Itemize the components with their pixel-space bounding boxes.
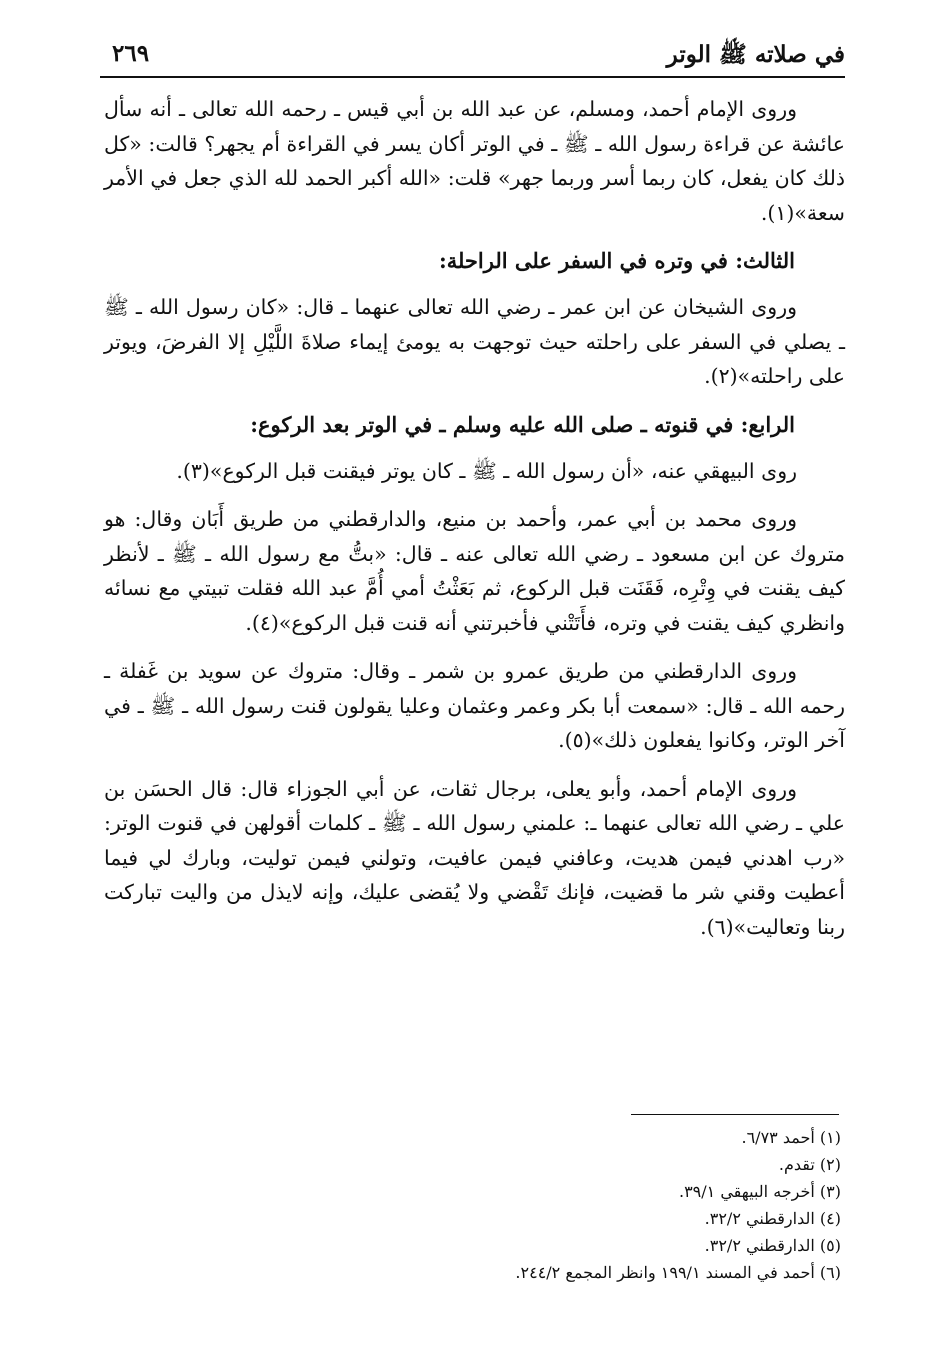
footnote-separator [631,1114,839,1115]
header-rule [100,76,845,78]
paragraph-hasan-qunut: وروى الإمام أحمد، وأبو يعلى، برجال ثقات، عن أبي الجوزاء قال: قال الحسَن بن علي ـ رضي الله تعالى عنهما ـ: علمني رسول الله ـ ﷺ ـ كلمات أقولهن في قنوت الوتر: «رب اهدني فيمن هديت، وعافني فيمن عافيت، وتولني فيمن توليت، وبارك لي فيما أعطيت وقني شر ما قضيت، فإنك تَقْضي ولا يُقضى عليك، وإنه لايذل من واليت تباركت ربنا وتعاليت»(٦). [104,776,845,939]
footnote-6: (٦) أحمد في المسند ١٩٩/١ وانظر المجمع ٢٤٤/٢. [515,1263,841,1282]
running-title: في صلاته ﷺ الوتر [666,41,845,68]
footnote-3: (٣) أخرجه البيهقي ٣٩/١. [678,1182,841,1201]
paragraph-suwayd: وروى الدارقطني من طريق عمرو بن شمر ـ وقال: متروك عن سويد بن غَفلة ـ رحمه الله ـ قال: «سمعت أبا بكر وعمر وعثمان وعليا يقولون قنت رسول الله ـ ﷺ ـ في آخر الوتر، وكانوا يفعلون ذلك»(٥). [104,659,845,752]
paragraph-witr-on-mount: وروى الشيخان عن ابن عمر ـ رضي الله تعالى عنهما ـ قال: «كان رسول الله ـ ﷺ ـ يصلي في السفر على راحلته حيث توجهت به يومئ إيماء صلاةَ اللَّيْلِ إلا الفرضَ، ويوتر على راحلته»(٢). [104,295,845,388]
running-header [100,36,845,76]
page-number: ٢٦٩ [112,40,150,67]
paragraph-ibn-masud: وروى محمد بن أبي عمر، وأحمد بن منيع، والدارقطني من طريق أَبَان وقال: هو متروك عن ابن مسعود ـ رضي الله تعالى عنه ـ قال: «بتُّ مع رسول الله ـ ﷺ ـ لأنظر كيف يقنت في وِتْرِه، فَقَنَت قبل الركوع، ثم بَعَثْتُ أمي أُمَّ عبد الله فقلت تبيتي مع نسائه وانظري كيف يقنت في وتره، فأَتَتْني فأخبرتني أنه قنت قبل الركوع»(٤). [104,507,845,635]
footnotes [515,1124,841,1286]
footnote-2: (٢) تقدم. [778,1155,841,1174]
paragraph-bayhaqi: روى البيهقي عنه، «أن رسول الله ـ ﷺ ـ كان يوتر فيقنت قبل الركوع»(٣). [176,458,797,483]
footnote-1: (١) أحمد ٦/٧٣. [741,1128,841,1147]
paragraph-aisha-recitation: وروى الإمام أحمد، ومسلم، عن عبد الله بن أبي قيس ـ رحمه الله تعالى ـ أنه سأل عائشة عن قراءة رسول الله ـ ﷺ ـ في الوتر أكان يسر في القراءة أم يجهر؟ قالت: «كل ذلك كان يفعل، كان ربما أسر وربما جهر» قلت: «الله أكبر الحمد لله الذي جعل في الأمر سعة»(١). [104,97,845,225]
section-heading-third: الثالث: في وتره في السفر على الراحلة: [438,248,795,273]
main-text [104,92,845,958]
footnote-5: (٥) الدارقطني ٣٢/٢. [704,1236,841,1255]
footnote-4: (٤) الدارقطني ٣٢/٢. [704,1209,841,1228]
section-heading-fourth: الرابع: في قنوته ـ صلى الله عليه وسلم ـ في الوتر بعد الركوع: [250,411,795,437]
